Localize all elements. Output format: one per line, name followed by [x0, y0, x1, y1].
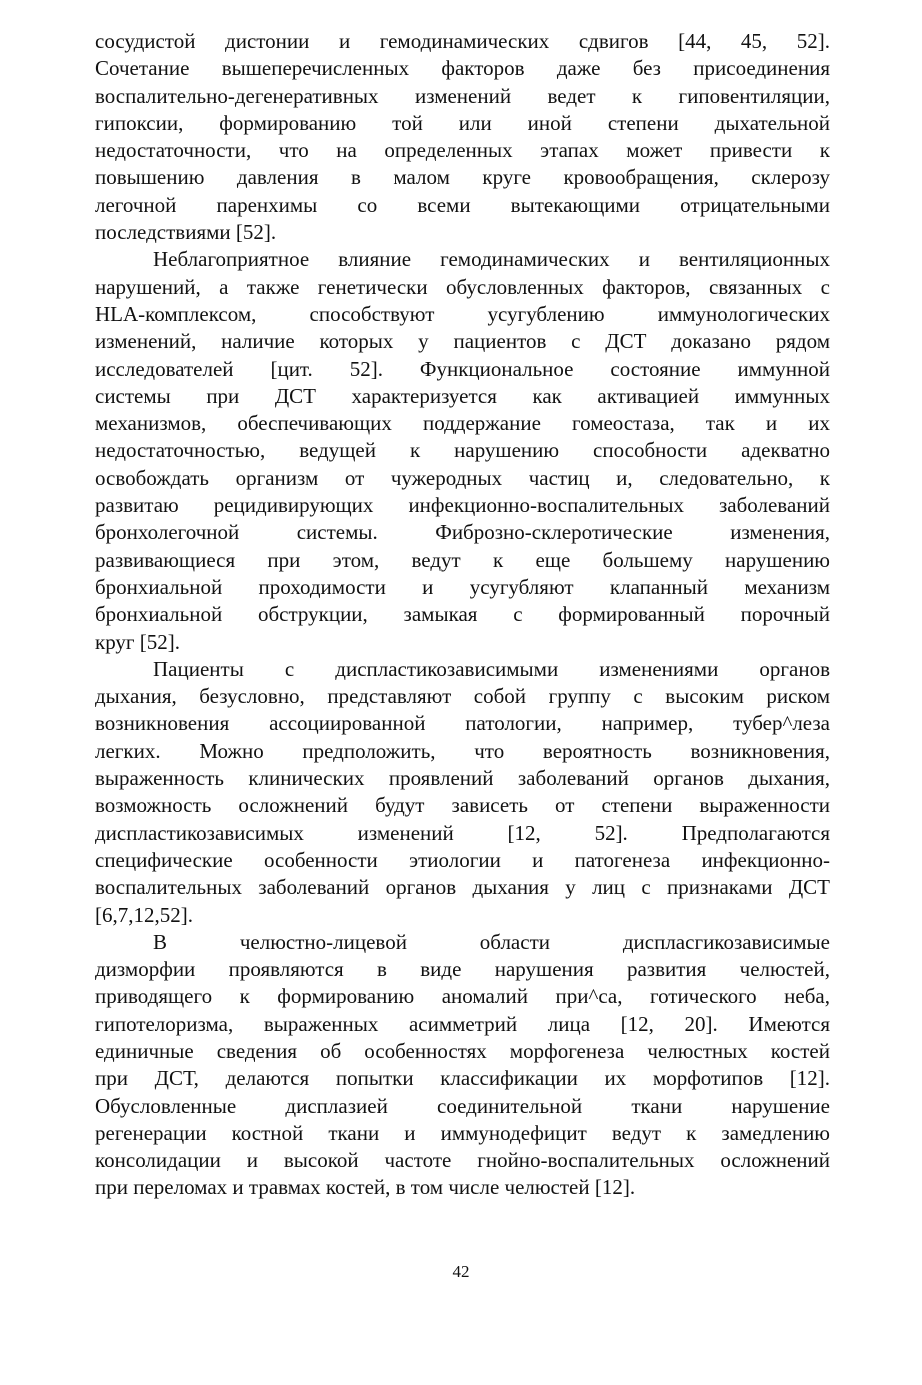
text-line: приводящего к формированию аномалий при^са, готического неба,: [95, 984, 830, 1009]
text-line: исследователей [цит. 52]. Функциональное состояние иммунной: [95, 356, 830, 381]
text-line: легочной паренхимы со всеми вытекающими отрицательными: [95, 192, 830, 217]
text-line: гипоксии, формированию той или иной степени дыхательной: [95, 110, 830, 135]
text-line: развивающиеся при этом, ведут к еще большему нарушению: [95, 547, 830, 572]
text-line: развитаю рецидивирующих инфекционно-воспалительных заболеваний: [95, 493, 830, 518]
text-line: воспалительно-дегенеративных изменений ведет к гиповентиляции,: [95, 83, 830, 108]
paragraph: [95, 246, 830, 655]
text-line: сосудистой дистонии и гемодинамических сдвигов [44, 45, 52].: [95, 29, 830, 53]
text-line: последствиями [52].: [95, 220, 277, 245]
text-line: HLA-комплексом, способствуют усугублению иммунологических: [95, 301, 830, 326]
text-line: единичные сведения об особенностях морфогенеза челюстных костей: [95, 1038, 830, 1063]
text-line: при переломах и травмах костей, в том числе челюстей [12].: [95, 1175, 636, 1200]
text-line: Сочетание вышеперечисленных факторов даже без присоединения: [95, 56, 830, 81]
paragraph: [95, 656, 830, 929]
text-line: В челюстно-лицевой области диспласгикозависимые: [153, 929, 830, 954]
text-line: гипотелоризма, выраженных асимметрий лица [12, 20]. Имеются: [95, 1011, 830, 1036]
text-line: легких. Можно предположить, что вероятность возникновения,: [95, 738, 830, 763]
text-line: системы при ДСТ характеризуется как активацией иммунных: [95, 383, 830, 408]
text-line: выраженность клинических проявлений заболеваний органов дыхания,: [95, 766, 830, 791]
text-line: механизмов, обеспечивающих поддержание гомеостаза, так и их: [95, 411, 830, 436]
text-line: круг [52].: [95, 629, 181, 654]
text-line: Неблагоприятное влияние гемодинамических и вентиляционных: [153, 247, 830, 272]
text-line: [6,7,12,52].: [95, 902, 193, 927]
text-line: дизморфии проявляются в виде нарушения развития челюстей,: [95, 957, 830, 982]
text-line: консолидации и высокой частоте гнойно-воспалительных осложнений: [95, 1148, 830, 1173]
text-line: диспластикозависимых изменений [12, 52]. Предполагаются: [95, 820, 830, 845]
body-text: [95, 28, 830, 1202]
text-line: бронхиальной обструкции, замыкая с формированный порочный: [95, 602, 830, 627]
text-line: недостаточности, что на определенных этапах может привести к: [95, 138, 830, 163]
text-line: освобождать организм от чужеродных частиц и, следовательно, к: [95, 465, 830, 490]
text-line: нарушений, а также генетически обусловленных факторов, связанных с: [95, 274, 830, 299]
text-line: Пациенты с диспластикозависимыми изменениями органов: [153, 656, 830, 681]
text-line: недостаточностью, ведущей к нарушению способности адекватно: [95, 438, 830, 463]
text-line: бронхиальной проходимости и усугубляют клапанный механизм: [95, 574, 830, 599]
text-line: возможность осложнений будут зависеть от степени выраженности: [95, 793, 830, 818]
text-line: дыхания, безусловно, представляют собой группу с высоким риском: [95, 684, 830, 709]
text-line: изменений, наличие которых у пациентов с ДСТ доказано рядом: [95, 329, 830, 354]
paragraph: [95, 929, 830, 1202]
text-line: специфические особенности этиологии и патогенеза инфекционно-: [95, 847, 830, 872]
text-line: Обусловленные дисплазией соединительной ткани нарушение: [95, 1093, 830, 1118]
page-number: 42: [452, 1262, 470, 1281]
text-line: воспалительных заболеваний органов дыхания у лиц с признаками ДСТ: [95, 875, 830, 900]
text-line: регенерации костной ткани и иммунодефицит ведут к замедлению: [95, 1120, 830, 1145]
paragraph: [95, 28, 830, 246]
text-line: бронхолегочной системы. Фиброзно-склеротические изменения,: [95, 520, 830, 545]
text-line: возникновения ассоциированной патологии, например, тубер^леза: [95, 711, 830, 736]
text-line: повышению давления в малом круге кровообращения, склерозу: [95, 165, 830, 190]
text-line: при ДСТ, делаются попытки классификации их морфотипов [12].: [95, 1066, 830, 1091]
